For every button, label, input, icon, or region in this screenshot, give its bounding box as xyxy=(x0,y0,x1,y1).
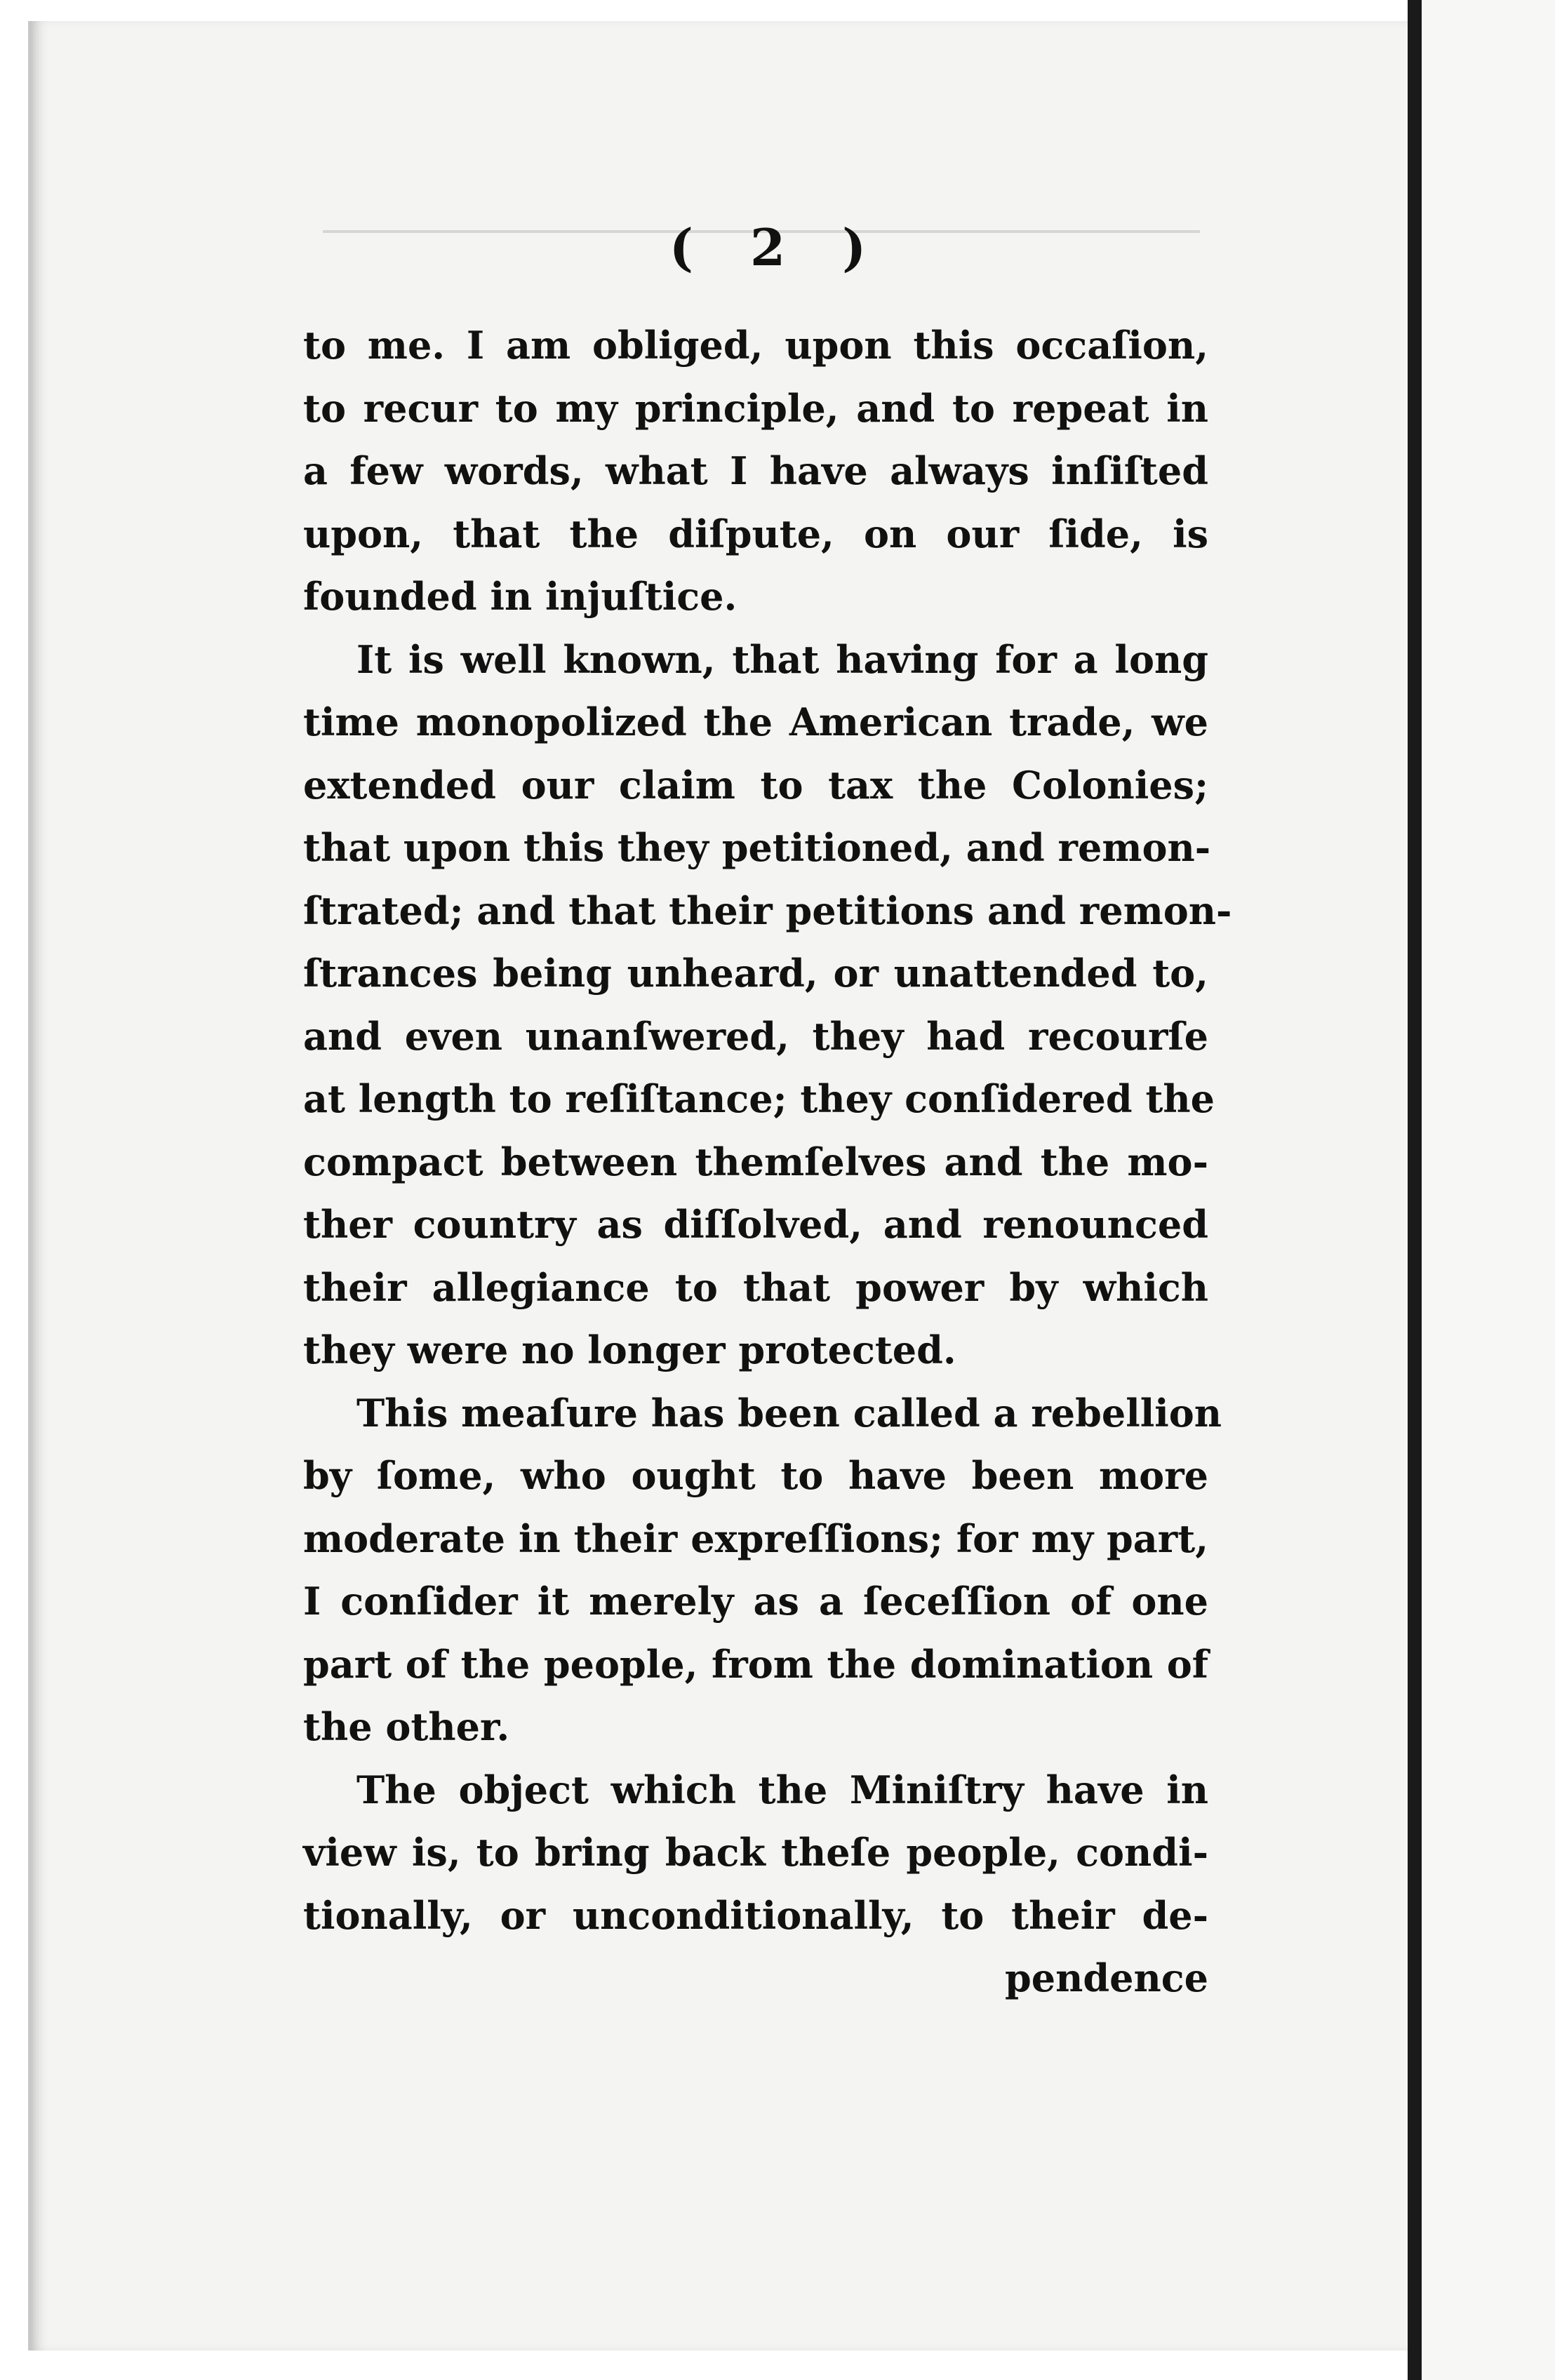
text-line: founded in injuſtice. xyxy=(303,574,738,619)
catchword: pendence xyxy=(1005,1956,1208,2000)
text-line: time monopolized the American trade, we xyxy=(303,700,1208,744)
text-line: they were no longer protected. xyxy=(303,1328,956,1372)
text-line: view is, to bring back theſe people, condi- xyxy=(303,1830,1208,1875)
text-line: It is well known, that having for a long xyxy=(356,636,1208,682)
paragraph-2 xyxy=(303,629,1232,1382)
text-line: This meaſure has been called a rebellion xyxy=(356,1390,1222,1436)
text-line: and even unanſwered, they had recourſe xyxy=(303,1013,1208,1059)
paragraph-4 xyxy=(303,1759,1208,2010)
text-line: moderate in their expreſſions; for my part, xyxy=(303,1516,1208,1561)
binding-edge xyxy=(1408,0,1422,2380)
text-line: ther country as diſſolved, and renounced xyxy=(303,1202,1208,1247)
page-number: ( 2 ) xyxy=(669,218,886,277)
text-line: extended our claim to tax the Colonies; xyxy=(303,762,1208,808)
text-line: compact between themſelves and the mo- xyxy=(303,1139,1208,1184)
text-line: The object which the Miniſtry have in xyxy=(356,1767,1208,1812)
text-line: ſtrated; and that their petitions and remon- xyxy=(303,888,1232,933)
text-line: their allegiance to that power by which xyxy=(303,1264,1208,1310)
text-line: that upon this they petitioned, and remon- xyxy=(303,825,1211,870)
text-line: tionally, or unconditionally, to their de- xyxy=(303,1892,1208,1938)
text-line: to recur to my principle, and to repeat in xyxy=(303,385,1208,431)
body-text xyxy=(303,314,1232,2010)
text-line: a few words, what I have always inſiſted xyxy=(303,448,1208,493)
paragraph-3 xyxy=(303,1382,1222,1759)
text-line: upon, that the diſpute, on our ſide, is xyxy=(303,511,1208,556)
text-line: I conſider it merely as a ſeceſſion of one xyxy=(303,1579,1208,1624)
text-line: at length to reſiſtance; they conſidered the xyxy=(303,1076,1215,1121)
paragraph-1 xyxy=(303,314,1208,629)
text-line: by ſome, who ought to have been more xyxy=(303,1453,1208,1498)
text-line: to me. I am obliged, upon this occaſion, xyxy=(303,323,1208,368)
text-line: part of the people, from the domination of xyxy=(303,1641,1208,1687)
text-line: the other. xyxy=(303,1704,510,1749)
text-line: ſtrances being unheard, or unattended to, xyxy=(303,951,1208,996)
adjacent-page-edge xyxy=(1422,0,1555,2380)
